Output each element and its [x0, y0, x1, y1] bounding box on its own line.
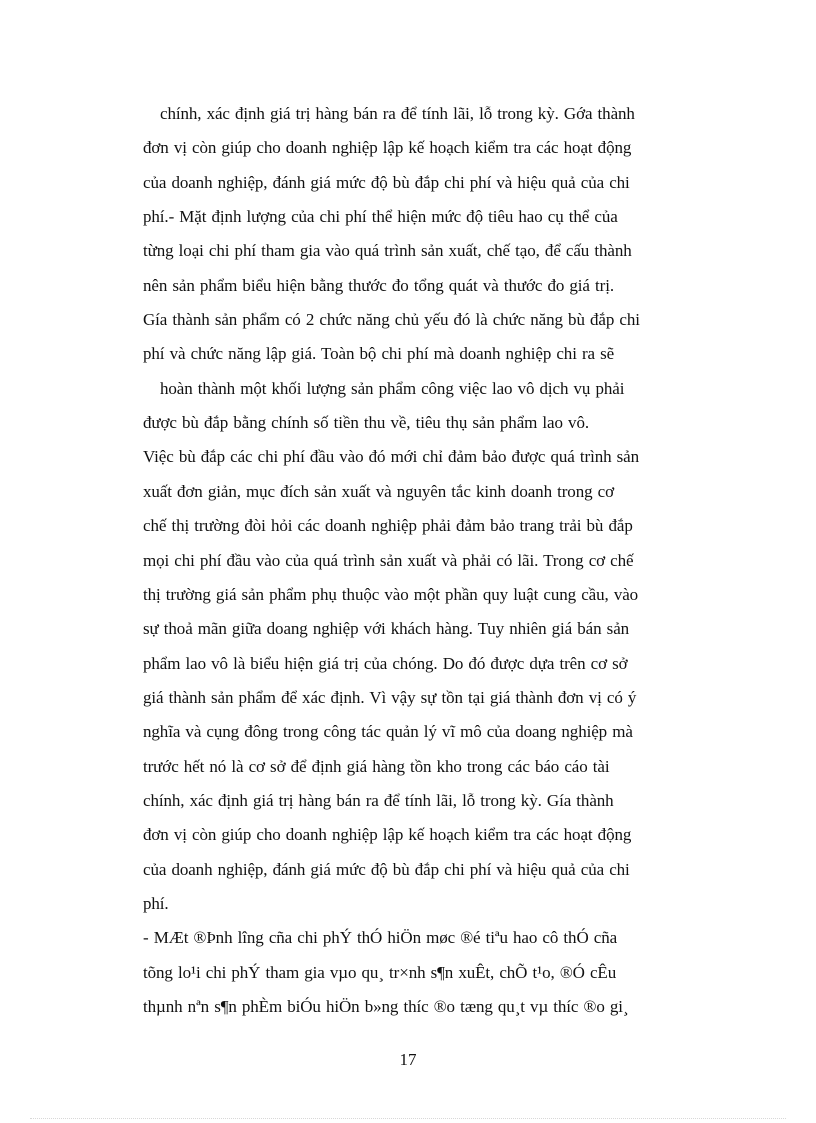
text-line: tõng lo¹i chi phÝ tham gia vµo qu¸ tr×nh s¶n xuÊt, chÕ t¹o, ®Ó cÊu [143, 963, 617, 982]
text-line: phí và chức năng lập giá. Toàn bộ chi phí mà doanh nghiệp chi ra sẽ [143, 344, 615, 363]
text-line: thị trường giá sản phẩm phụ thuộc vào một phần quy luật cung cầu, vào [143, 585, 639, 604]
text-line: hoàn thành một khối lượng sản phẩm công việc lao vô dịch vụ phải [160, 379, 625, 398]
text-line: thµnh nªn s¶n phÈm biÓu hiÖn b»ng thíc ®o tæng qu¸t vµ thíc ®o gi¸ [143, 997, 629, 1016]
text-line: đơn vị còn giúp cho doanh nghiệp lập kế hoạch kiểm tra các hoạt động [143, 825, 632, 844]
text-line: từng loại chi phí tham gia vào quá trình sản xuất, chế tạo, để cấu thành [143, 241, 632, 260]
text-line: trước hết nó là cơ sở để định giá hàng tồn kho trong các báo cáo tài [143, 757, 610, 776]
page-number: 17 [399, 1050, 417, 1069]
text-line: phẩm lao vô là biểu hiện giá trị của chóng. Do đó được dựa trên cơ sở [143, 654, 628, 673]
text-line: sự thoả mãn giữa doang nghiệp với khách hàng. Tuy nhiên giá bán sản [143, 619, 630, 638]
text-line: mọi chi phí đầu vào của quá trình sản xuất và phải có lãi. Trong cơ chế [143, 551, 634, 570]
text-line: của doanh nghiệp, đánh giá mức độ bù đắp chi phí và hiệu quả của chi [143, 173, 630, 192]
text-line: - MÆt ®Þnh lîng cña chi phÝ thÓ hiÖn møc ®é tiªu hao cô thÓ cña [143, 928, 618, 947]
text-line: được bù đắp bằng chính số tiền thu về, tiêu thụ sản phẩm lao vô. [143, 413, 589, 432]
text-line: phí.- Mặt định lượng của chi phí thể hiện mức độ tiêu hao cụ thể của [143, 207, 618, 226]
text-line: xuất đơn giản, mục đích sản xuất và nguyên tắc kinh doanh trong cơ [143, 482, 614, 501]
text-line: nên sản phẩm biểu hiện bằng thước đo tổng quát và thước đo giá trị. [143, 276, 614, 295]
text-line: của doanh nghiệp, đánh giá mức độ bù đắp chi phí và hiệu quả của chi [143, 860, 630, 879]
text-line: chế thị trường đòi hỏi các doanh nghiệp phải đảm bảo trang trải bù đắp [143, 516, 633, 535]
text-line: Gía thành sản phẩm có 2 chức năng chủ yếu đó là chức năng bù đắp chi [143, 310, 640, 329]
text-line: đơn vị còn giúp cho doanh nghiệp lập kế hoạch kiểm tra các hoạt động [143, 138, 632, 157]
text-line: chính, xác định giá trị hàng bán ra để tính lãi, lỗ trong kỳ. Gía thành [143, 791, 614, 810]
text-line: phí. [143, 894, 169, 913]
text-line: giá thành sản phẩm để xác định. Vì vậy sự tồn tại giá thành đơn vị có ý [143, 688, 637, 707]
text-line: chính, xác định giá trị hàng bán ra để tính lãi, lỗ trong kỳ. Gớa thành [160, 104, 635, 123]
text-line: nghĩa và cụng đông trong công tác quản lý vĩ mô của doang nghiệp mà [143, 722, 633, 741]
text-line: Việc bù đắp các chi phí đầu vào đó mới chỉ đảm bảo được quá trình sản [143, 447, 640, 466]
page-bottom-divider [30, 1118, 786, 1119]
